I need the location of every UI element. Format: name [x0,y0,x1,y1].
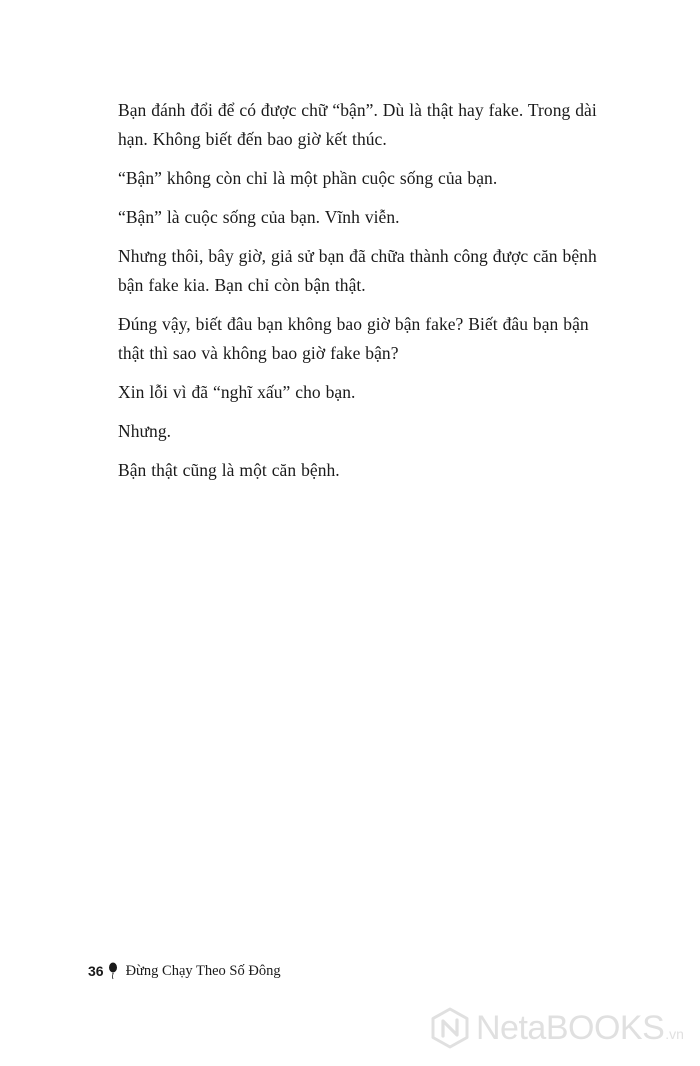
page-footer [88,962,281,980]
paragraph-line: Xin lỗi vì đã “nghĩ xấu” cho bạn. [118,382,356,402]
paragraph-2 [118,164,654,193]
paragraph-line: Bận thật cũng là một căn bệnh. [118,460,340,480]
paragraph-line: “Bận” là cuộc sống của bạn. Vĩnh viễn. [118,207,400,227]
paragraph-line: bận fake kia. Bạn chỉ còn bận thật. [118,275,366,295]
paragraph-4 [118,242,654,300]
page-number: 36 [88,963,104,979]
paragraph-line: Bạn đánh đổi để có được chữ “bận”. Dù là thật hay fake. Trong dài [118,100,597,120]
watermark-brand: NetaBOOKS [476,1008,665,1047]
paragraph-line: thật thì sao và không bao giờ fake bận? [118,343,399,363]
balloon-icon [108,962,118,980]
watermark [428,1000,690,1056]
paragraph-line: Đúng vậy, biết đâu bạn không bao giờ bận fake? Biết đâu bạn bận [118,314,589,334]
paragraph-line: Nhưng. [118,421,172,441]
paragraph-1 [118,96,654,154]
paragraph-line: hạn. Không biết đến bao giờ kết thúc. [118,129,387,149]
paragraph-line: Nhưng thôi, bây giờ, giả sử bạn đã chữa thành công được căn bệnh [118,246,597,266]
book-title: Đừng Chạy Theo Số Đông [125,962,281,979]
paragraph-7 [118,417,654,446]
paragraph-8 [118,456,654,485]
page-body [118,96,654,495]
paragraph-line: “Bận” không còn chỉ là một phần cuộc sống của bạn. [118,168,498,188]
paragraph-3 [118,203,654,232]
paragraph-5 [118,310,654,368]
paragraph-6 [118,378,654,407]
watermark-suffix: .vn [665,1026,684,1042]
neta-logo-icon [428,1006,472,1050]
